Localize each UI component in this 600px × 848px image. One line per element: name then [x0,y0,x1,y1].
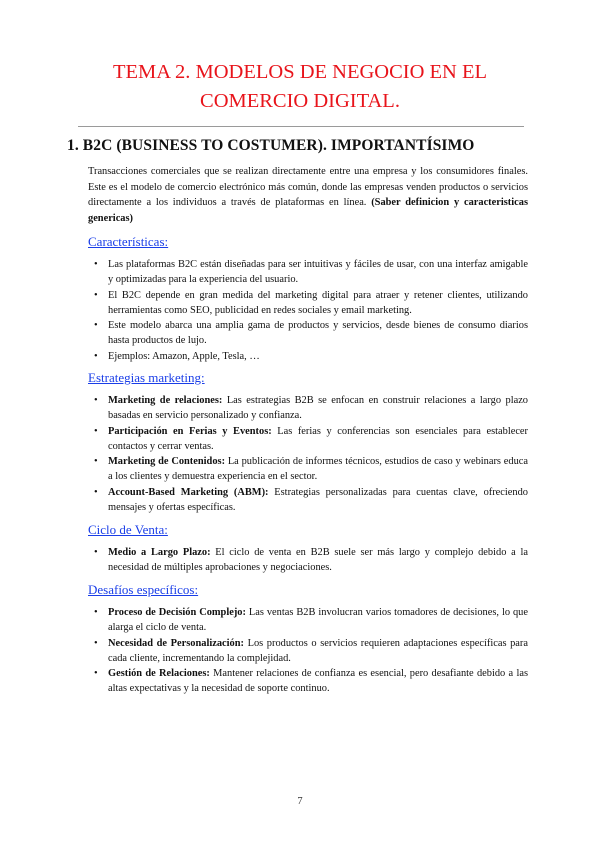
list-item [108,424,528,455]
intro-note: (Saber definicion y caracteristicas genericas) [88,197,528,224]
section-desafios [88,582,528,697]
list-item [108,349,528,364]
subsection-heading: Características: [88,234,169,249]
item-lead: Marketing de Contenidos: [108,456,226,468]
list-item [108,666,528,697]
item-text: Las estrategias B2B se enfocan en construir relaciones a largo plazo basadas en servicio personalizado y confianza. [108,395,529,422]
section-heading: 1. B2C (BUSINESS TO COSTUMER). IMPORTANTÍSIMO [67,137,475,154]
list-item [108,605,528,636]
item-lead: Proceso de Decisión Complejo: [108,607,246,618]
bullet-list [88,545,528,576]
bullet-list [88,393,528,515]
item-text: Los productos o servicios requieren adaptaciones específicas para cada cliente, incrementando la complejidad. [108,637,528,664]
document-title: TEMA 2. MODELOS DE NEGOCIO EN EL COMERCIO DIGITAL. [112,61,488,112]
item-text: Las ventas B2B involucran varios tomadores de decisiones, lo que alarga el ciclo de venta. [108,607,528,634]
subsection-heading: Estrategias marketing: [88,370,205,385]
list-item [108,454,528,485]
item-text: Las ferias y conferencias son esenciales para establecer contactos y cerrar ventas. [108,425,529,452]
bullet-list [88,605,528,697]
item-text: El B2C depende en gran medida del marketing digital para atraer y retener clientes, utilizando herramientas como SEO, publicidad en redes sociales y email marketing. [108,289,528,316]
list-item [108,318,528,349]
item-text: El ciclo de venta en B2B suele ser más largo y complejo debido a la necesidad de múltiples aprobaciones y negociaciones. [108,547,528,574]
bullet-list [88,257,528,364]
item-text: Las plataformas B2C están diseñadas para ser intuitivas y fáciles de usar, con una interfaz amigable y optimizadas para la experiencia del usuario. [108,259,528,286]
list-item [108,257,528,288]
list-item [108,288,528,319]
list-item [108,393,528,424]
list-item [108,545,528,576]
section-estrategias-marketing [88,370,528,515]
item-text: Mantener relaciones de confianza es esencial, pero desafiante debido a las altas expectativas y la necesidad de soporte continuo. [108,668,528,695]
item-lead: Account-Based Marketing (ABM): [108,486,269,498]
subsection-heading: Ciclo de Venta: [88,522,168,537]
item-lead: Medio a Largo Plazo: [108,547,211,558]
item-lead: Participación en Ferias y Eventos: [108,425,272,437]
item-text: Ejemplos: Amazon, Apple, Tesla, … [108,350,260,362]
subsection-heading: Desafíos específicos: [88,582,199,597]
item-lead: Marketing de relaciones: [108,395,223,406]
page-number: 7 [297,796,303,807]
item-text: Este modelo abarca una amplia gama de productos y servicios, desde bienes de consumo diarios hasta productos de lujo. [108,320,528,347]
section-ciclo-de-venta [88,522,528,576]
section-caracteristicas [88,234,528,364]
item-lead: Necesidad de Personalización: [108,637,244,649]
item-text: Estrategias personalizadas para cuentas clave, ofreciendo mensajes y ofertas específicas. [108,486,528,514]
intro-text: Transacciones comerciales que se realizan directamente entre una empresa y los consumidores finales. Este es el modelo de comercio electrónico más común, donde las empresas venden productos o servicios directamente a los individuos a través de plataformas en línea. [88,166,528,209]
divider [78,126,524,127]
intro-paragraph [88,164,528,226]
item-text: La publicación de informes técnicos, estudios de caso y webinars educa a los clientes y demuestra experiencia en el sector. [108,456,528,483]
list-item [108,485,528,516]
list-item [108,636,528,667]
item-lead: Gestión de Relaciones: [108,668,210,680]
